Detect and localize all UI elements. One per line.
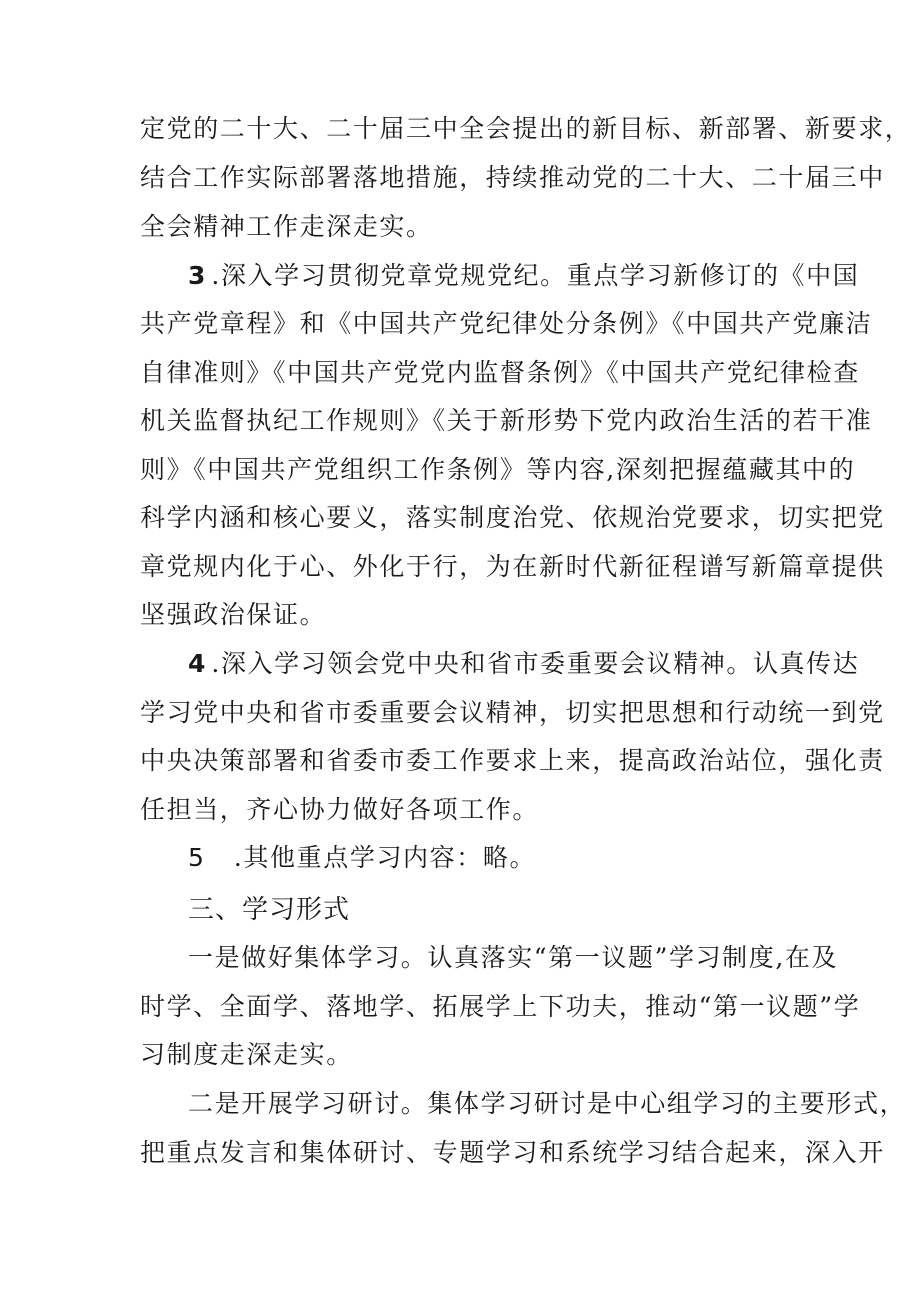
- intro-line-2: 结合工作实际部署落地措施，持续推动党的二十大、二十届三中: [140, 163, 885, 192]
- item4-line-4: 任担当，齐心协力做好各项工作。: [140, 795, 540, 824]
- form1-line-3: 习制度走深走实。: [140, 1040, 353, 1069]
- item4-line-2: 学习党中央和省市委重要会议精神，切实把思想和行动统一到党: [140, 698, 885, 727]
- item4-first-line: [188, 648, 860, 680]
- item5-number: 5: [188, 843, 204, 872]
- item4-first-text: .深入学习领会党中央和省市委重要会议精神。认真传达: [211, 649, 860, 678]
- item3-line-8: 坚强政治保证。: [140, 600, 327, 629]
- item5-text: .其他重点学习内容：略。: [233, 843, 537, 872]
- intro-line-1: 定党的二十大、二十届三中全会提出的新目标、新部署、新要求，: [140, 114, 912, 143]
- section3-heading: 三、学习形式: [188, 895, 351, 925]
- form2-line-2: 把重点发言和集体研讨、专题学习和系统学习结合起来，深入开: [140, 1138, 885, 1167]
- form1-first-line: 一是做好集体学习。认真落实“第一议题”学习制度,在及: [188, 943, 839, 972]
- form1-line-2: 时学、全面学、落地学、拓展学上下功夫，推动“第一议题”学: [140, 992, 861, 1021]
- item3-first-text: .深入学习贯彻党章党规党纪。重点学习新修订的《中国: [211, 261, 860, 290]
- item4-number: 4: [188, 649, 206, 678]
- item3-line-3: 自律准则》《中国共产党党内监督条例》《中国共产党纪律检查: [140, 358, 860, 387]
- item3-line-4: 机关监督执纪工作规则》《关于新形势下党内政治生活的若干准: [140, 406, 873, 435]
- item5-line: [188, 842, 790, 874]
- item3-line-5: 则》《中国共产党组织工作条例》等内容,深刻把握蕴藏其中的: [140, 455, 856, 484]
- item3-line-6: 科学内涵和核心要义，落实制度治党、依规治党要求，切实把党: [140, 503, 885, 532]
- form2-first-line: 二是开展学习研讨。集体学习研讨是中心组学习的主要形式，: [188, 1089, 907, 1118]
- intro-line-3: 全会精神工作走深走实。: [140, 212, 433, 241]
- item3-number: 3: [188, 261, 206, 290]
- item3-line-7: 章党规内化于心、外化于行，为在新时代新征程谱写新篇章提供: [140, 552, 885, 581]
- item4-line-3: 中央决策部署和省委市委工作要求上来，提高政治站位，强化责: [140, 746, 885, 775]
- item3-first-line: [188, 260, 860, 292]
- item3-line-2: 共产党章程》和《中国共产党纪律处分条例》《中国共产党廉洁: [140, 309, 873, 338]
